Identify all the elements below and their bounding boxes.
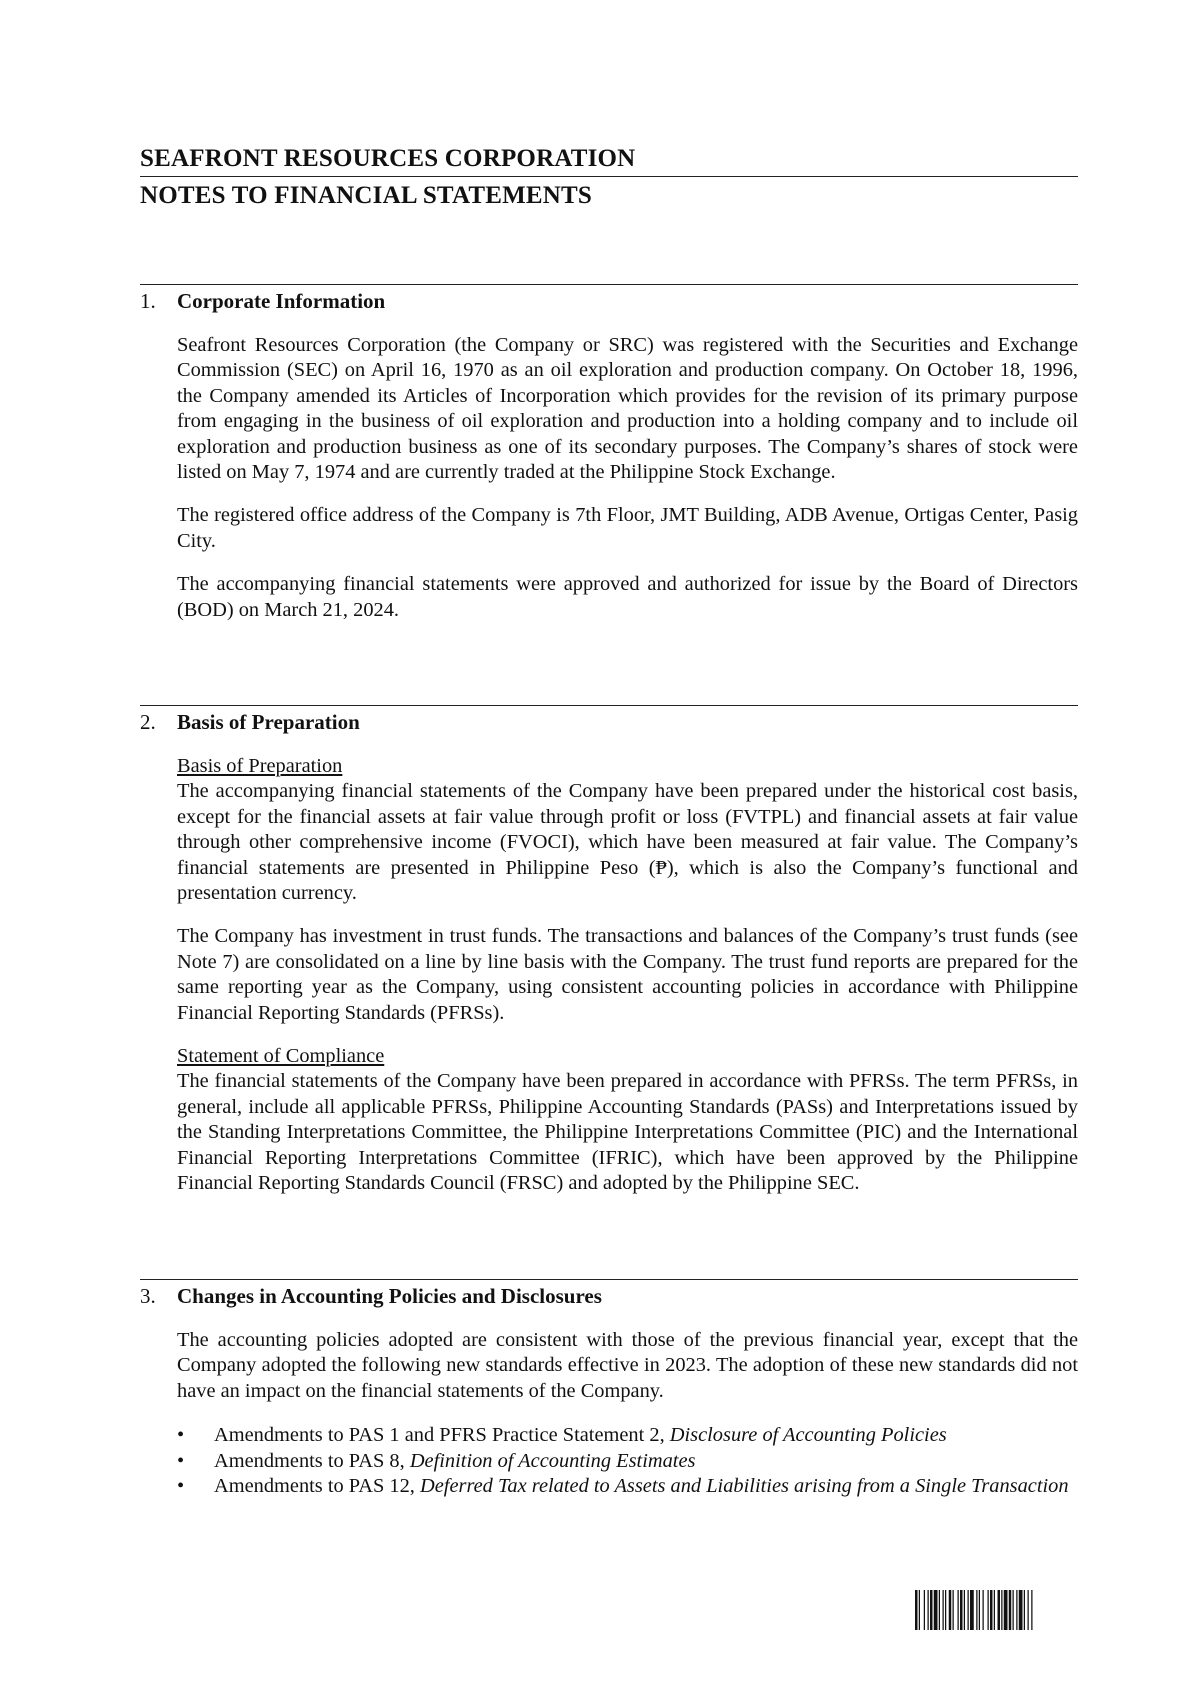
paragraph: The Company has investment in trust funds. The transactions and balances of the Company’s trust funds (see Note 7) are consolidated on a line by line basis with the Company. The trust fund reports are prepared for the same reporting year as the Company, using consistent accounting policies in accordance with Philippine Financial Reporting Standards (PFRSs). (177, 925, 1078, 1024)
page-title: NOTES TO FINANCIAL STATEMENTS (140, 182, 592, 209)
list-item-text: Amendments to PAS 12, Deferred Tax related to Assets and Liabilities arising from a Single Transaction (214, 1475, 1069, 1498)
section-title: Changes in Accounting Policies and Disclosures (177, 1284, 602, 1308)
list-item (177, 1474, 1078, 1499)
paragraph: The accounting policies adopted are consistent with those of the previous financial year, except that the Company adopted the following new standards effective in 2023. The adoption of these new standards did not have an impact on the financial statements of the Company. (177, 1329, 1078, 1402)
section-body (177, 333, 1078, 623)
section-number: 1. (140, 289, 156, 313)
list-item (177, 1449, 1078, 1474)
section-number: 3. (140, 1284, 156, 1308)
section-heading (140, 288, 1078, 314)
subheading-statement-of-compliance: Statement of Compliance (177, 1045, 385, 1068)
section-title: Basis of Preparation (177, 710, 360, 734)
list-item-text: Amendments to PAS 1 and PFRS Practice Statement 2, Disclosure of Accounting Policies (214, 1424, 947, 1447)
section-body (177, 1328, 1078, 1499)
section-basis-of-preparation (140, 705, 1078, 1197)
bullet-icon: • (177, 1424, 185, 1447)
company-name: SEAFRONT RESOURCES CORPORATION (140, 144, 1078, 177)
paragraph: Seafront Resources Corporation (the Company or SRC) was registered with the Securities and Exchange Commission (SEC) on April 16, 1970 as an oil exploration and production company. On October 18, 1996, the Company amended its Articles of Incorporation which provides for the revision of its primary purpose from engaging in the business of oil exploration and production into a holding company and to include oil exploration and production business as one of its secondary purposes. The Company’s shares of stock were listed on May 7, 1974 and are currently traded at the Philippine Stock Exchange. (177, 334, 1078, 484)
paragraph: The accompanying financial statements of the Company have been prepared under the historical cost basis, except for the financial assets at fair value through profit or loss (FVTPL) and financial assets at fair value through other comprehensive income (FVOCI), which have been measured at fair value. The Company’s financial statements are presented in Philippine Peso (₱), which is also the Company’s functional and presentation currency. (177, 780, 1078, 905)
bullet-icon: • (177, 1449, 185, 1472)
paragraph: The financial statements of the Company have been prepared in accordance with PFRSs. The term PFRSs, in general, include all applicable PFRSs, Philippine Accounting Standards (PASs) and Interpretations issued by the Standing Interpretations Committee, the Philippine Interpretations Committee (PIC) and the International Financial Reporting Interpretations Committee (IFRIC), which have been approved by the Philippine Financial Reporting Standards Council (FRSC) and adopted by the Philippine SEC. (177, 1070, 1078, 1195)
paragraph: The registered office address of the Company is 7th Floor, JMT Building, ADB Avenue, Ortigas Center, Pasig City. (177, 504, 1078, 552)
section-number: 2. (140, 710, 156, 734)
page-header (140, 144, 1078, 211)
section-heading (140, 1283, 1078, 1309)
section-corporate-information (140, 284, 1078, 623)
list-item (177, 1423, 1078, 1448)
subheading-basis-of-preparation: Basis of Preparation (177, 755, 343, 777)
barcode-icon (915, 1590, 1077, 1630)
section-body (177, 754, 1078, 1197)
bullet-list (177, 1423, 1078, 1499)
section-title: Corporate Information (177, 289, 386, 313)
list-item-text: Amendments to PAS 8, Definition of Accounting Estimates (214, 1449, 696, 1472)
section-heading (140, 709, 1078, 735)
paragraph: The accompanying financial statements were approved and authorized for issue by the Board of Directors (BOD) on March 21, 2024. (177, 573, 1078, 621)
section-changes-in-accounting-policies (140, 1279, 1078, 1499)
bullet-icon: • (177, 1475, 185, 1498)
